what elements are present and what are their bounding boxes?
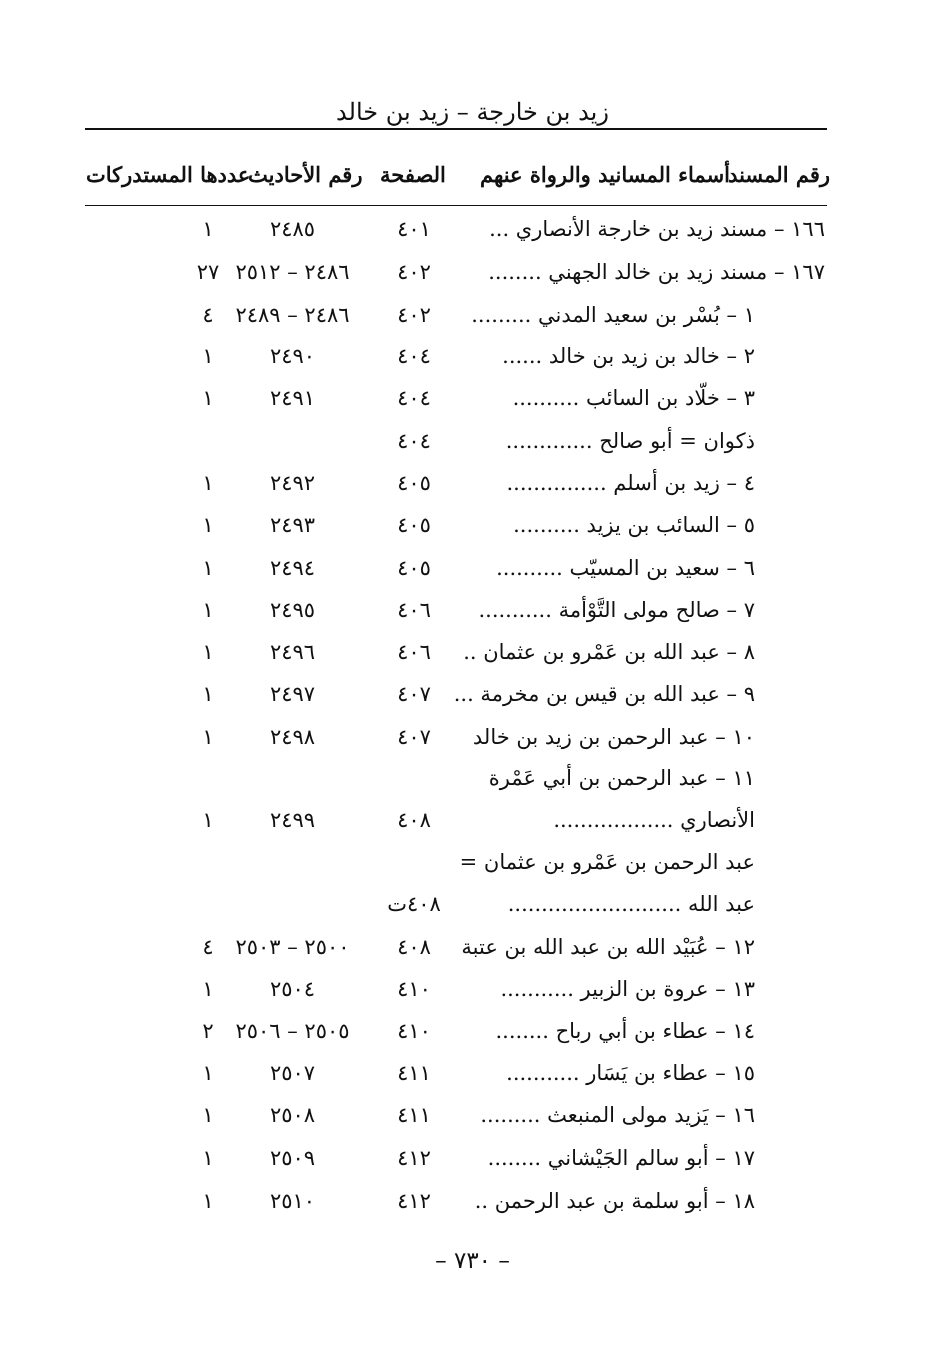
top-rule [85,128,827,130]
entry-name: ١١ – عبد الرحمن بن أبي عَمْرة [488,766,755,790]
entry-page: ٤٠٦ [397,598,431,622]
entry-count: ١ [202,682,214,706]
running-title: زيد بن خارجة – زيد بن خالد [336,98,609,126]
entry-name: ٦ – سعيد بن المسيّب .......... [496,556,755,580]
entry-name: ٧ – صالح مولى التَّوْأمة ........... [478,598,755,622]
entry-page: ٤٠٨ [397,935,431,959]
entry-count: ١ [202,640,214,664]
header-musnad-no: رقم المسند [728,162,830,187]
entry-hadith-numbers: ٢٤٨٥ [269,217,316,241]
header-count: عددها المستدركات [86,162,251,187]
table-row [0,510,945,550]
entry-name: ٩ – عبد الله بن قيس بن مخرمة ... [453,682,755,706]
entry-count: ١ [202,1103,214,1127]
table-row [0,679,945,719]
table-row [0,553,945,593]
header-rule [85,205,827,206]
entry-page: ٤١٢ [397,1146,431,1170]
table-row [0,847,945,887]
entry-count: ١ [202,808,214,832]
entry-count: ١ [202,725,214,749]
entry-hadith-numbers: ٢٤٩٢ [269,471,316,495]
entry-hadith-numbers: ٢٤٨٦ – ٢٥١٢ [235,260,350,284]
entry-hadith-numbers: ٢٤٩١ [269,386,316,410]
entry-page: ٤٠٧ [397,682,431,706]
table-row [0,341,945,381]
entry-page: ٤٠٢ [397,260,431,284]
entry-page: ٤٠٧ [397,725,431,749]
table-row [0,805,945,845]
entry-page: ٤١١ [397,1061,431,1085]
table-row [0,1016,945,1056]
table-row [0,257,945,297]
header-page: الصفحة [380,162,446,187]
entry-name: ١٨ – أبو سلمة بن عبد الرحمن .. [474,1189,755,1213]
entry-page: ٤٠٨ [397,808,431,832]
table-row [0,637,945,677]
entry-page: ٤٠٦ [397,640,431,664]
entry-name: ٣ – خلّاد بن السائب .......... [512,386,755,410]
entry-name: ٨ – عبد الله بن عَمْرو بن عثمان .. [463,640,755,664]
entry-count: ١ [202,1189,214,1213]
entry-hadith-numbers: ٢٤٩٩ [269,808,316,832]
entry-page: ٤٠١ [397,217,431,241]
table-row [0,300,945,340]
entry-hadith-numbers: ٢٥١٠ [269,1189,316,1213]
table-row [0,889,945,929]
entry-count: ١ [202,598,214,622]
table-row [0,932,945,972]
entry-count: ١ [202,513,214,537]
entry-hadith-numbers: ٢٤٩٥ [269,598,316,622]
table-row [0,595,945,635]
entry-name: ١٤ – عطاء بن أبي رباح ........ [495,1019,755,1043]
entry-page: ٤١٠ [397,1019,431,1043]
table-row [0,1143,945,1183]
entry-name: ذكوان = أبو صالح ............. [505,429,755,453]
entry-hadith-numbers: ٢٥٠٨ [269,1103,316,1127]
table-row [0,1058,945,1098]
entry-name: ٢ – خالد بن زيد بن خالد ...... [502,344,755,368]
table-row [0,426,945,466]
entry-page: ٤٠٥ [397,513,431,537]
entry-hadith-numbers: ٢٤٩٠ [269,344,316,368]
entry-name: ١٧ – أبو سالم الجَيْشاني ........ [487,1146,755,1170]
entry-count: ١ [202,1146,214,1170]
entry-hadith-numbers: ٢٤٩٧ [269,682,316,706]
header-hadith-nos: رقم الأحاديث [248,162,363,187]
header-names: أسماء المسانيد والرواة عنهم [480,162,730,187]
entry-name: ١ – بُسْر بن سعيد المدني ......... [471,303,755,327]
entry-count: ٢ [202,1019,214,1043]
entry-count: ١ [202,471,214,495]
entry-name: عبد الرحمن بن عَمْرو بن عثمان = [459,850,755,874]
entry-page: ٤٠٢ [397,303,431,327]
entry-hadith-numbers: ٢٥٠٤ [269,977,316,1001]
entry-page: ٤٠٤ [397,429,431,453]
entry-page: ٤١١ [397,1103,431,1127]
table-row [0,763,945,803]
entry-page: ٤١٠ [397,977,431,1001]
entry-count: ١ [202,217,214,241]
entry-hadith-numbers: ٢٥٠٩ [269,1146,316,1170]
entry-name: ١٢ – عُبَيْد الله بن عبد الله بن عتبة [461,935,755,959]
table-row [0,1186,945,1226]
entry-hadith-numbers: ٢٤٩٣ [269,513,316,537]
entry-count: ١ [202,344,214,368]
entry-page: ٤٠٥ [397,471,431,495]
entry-name: ١٦٧ – مسند زيد بن خالد الجهني ........ [488,260,825,284]
entry-hadith-numbers: ٢٤٩٤ [269,556,316,580]
entry-hadith-numbers: ٢٤٩٦ [269,640,316,664]
entry-page: ٤٠٥ [397,556,431,580]
entry-name: ١٣ – عروة بن الزبير ........... [500,977,755,1001]
entry-count: ١ [202,386,214,410]
entry-hadith-numbers: ٢٥٠٠ – ٢٥٠٣ [235,935,350,959]
table-row [0,468,945,508]
entry-page: ٤٠٨ت [387,892,441,916]
entry-count: ٢٧ [196,260,220,284]
entry-count: ١ [202,1061,214,1085]
entry-count: ٤ [202,935,214,959]
entry-page: ٤١٢ [397,1189,431,1213]
entry-hadith-numbers: ٢٤٩٨ [269,725,316,749]
entry-count: ١ [202,977,214,1001]
entry-count: ٤ [202,303,214,327]
entry-hadith-numbers: ٢٤٨٦ – ٢٤٨٩ [235,303,350,327]
entry-hadith-numbers: ٢٥٠٥ – ٢٥٠٦ [235,1019,350,1043]
table-row [0,722,945,762]
entry-name: الأنصاري .................. [553,808,755,832]
entry-page: ٤٠٤ [397,386,431,410]
entry-name: ١٥ – عطاء بن يَسَار ........... [506,1061,755,1085]
entry-page: ٤٠٤ [397,344,431,368]
table-row [0,1100,945,1140]
table-row [0,214,945,254]
table-row [0,383,945,423]
entry-name: ١٦ – يَزيد مولى المنبعث ......... [480,1103,755,1127]
table-row [0,974,945,1014]
entry-hadith-numbers: ٢٥٠٧ [269,1061,316,1085]
entry-name: ١٠ – عبد الرحمن بن زيد بن خالد [472,725,755,749]
entry-count: ١ [202,556,214,580]
entry-name: ١٦٦ – مسند زيد بن خارجة الأنصاري ... [489,217,825,241]
entry-name: ٤ – زيد بن أسلم ............... [506,471,755,495]
entry-name: عبد الله .......................... [507,892,755,916]
entry-name: ٥ – السائب بن يزيد .......... [513,513,755,537]
page-number: – ٧٣٠ – [435,1248,510,1274]
